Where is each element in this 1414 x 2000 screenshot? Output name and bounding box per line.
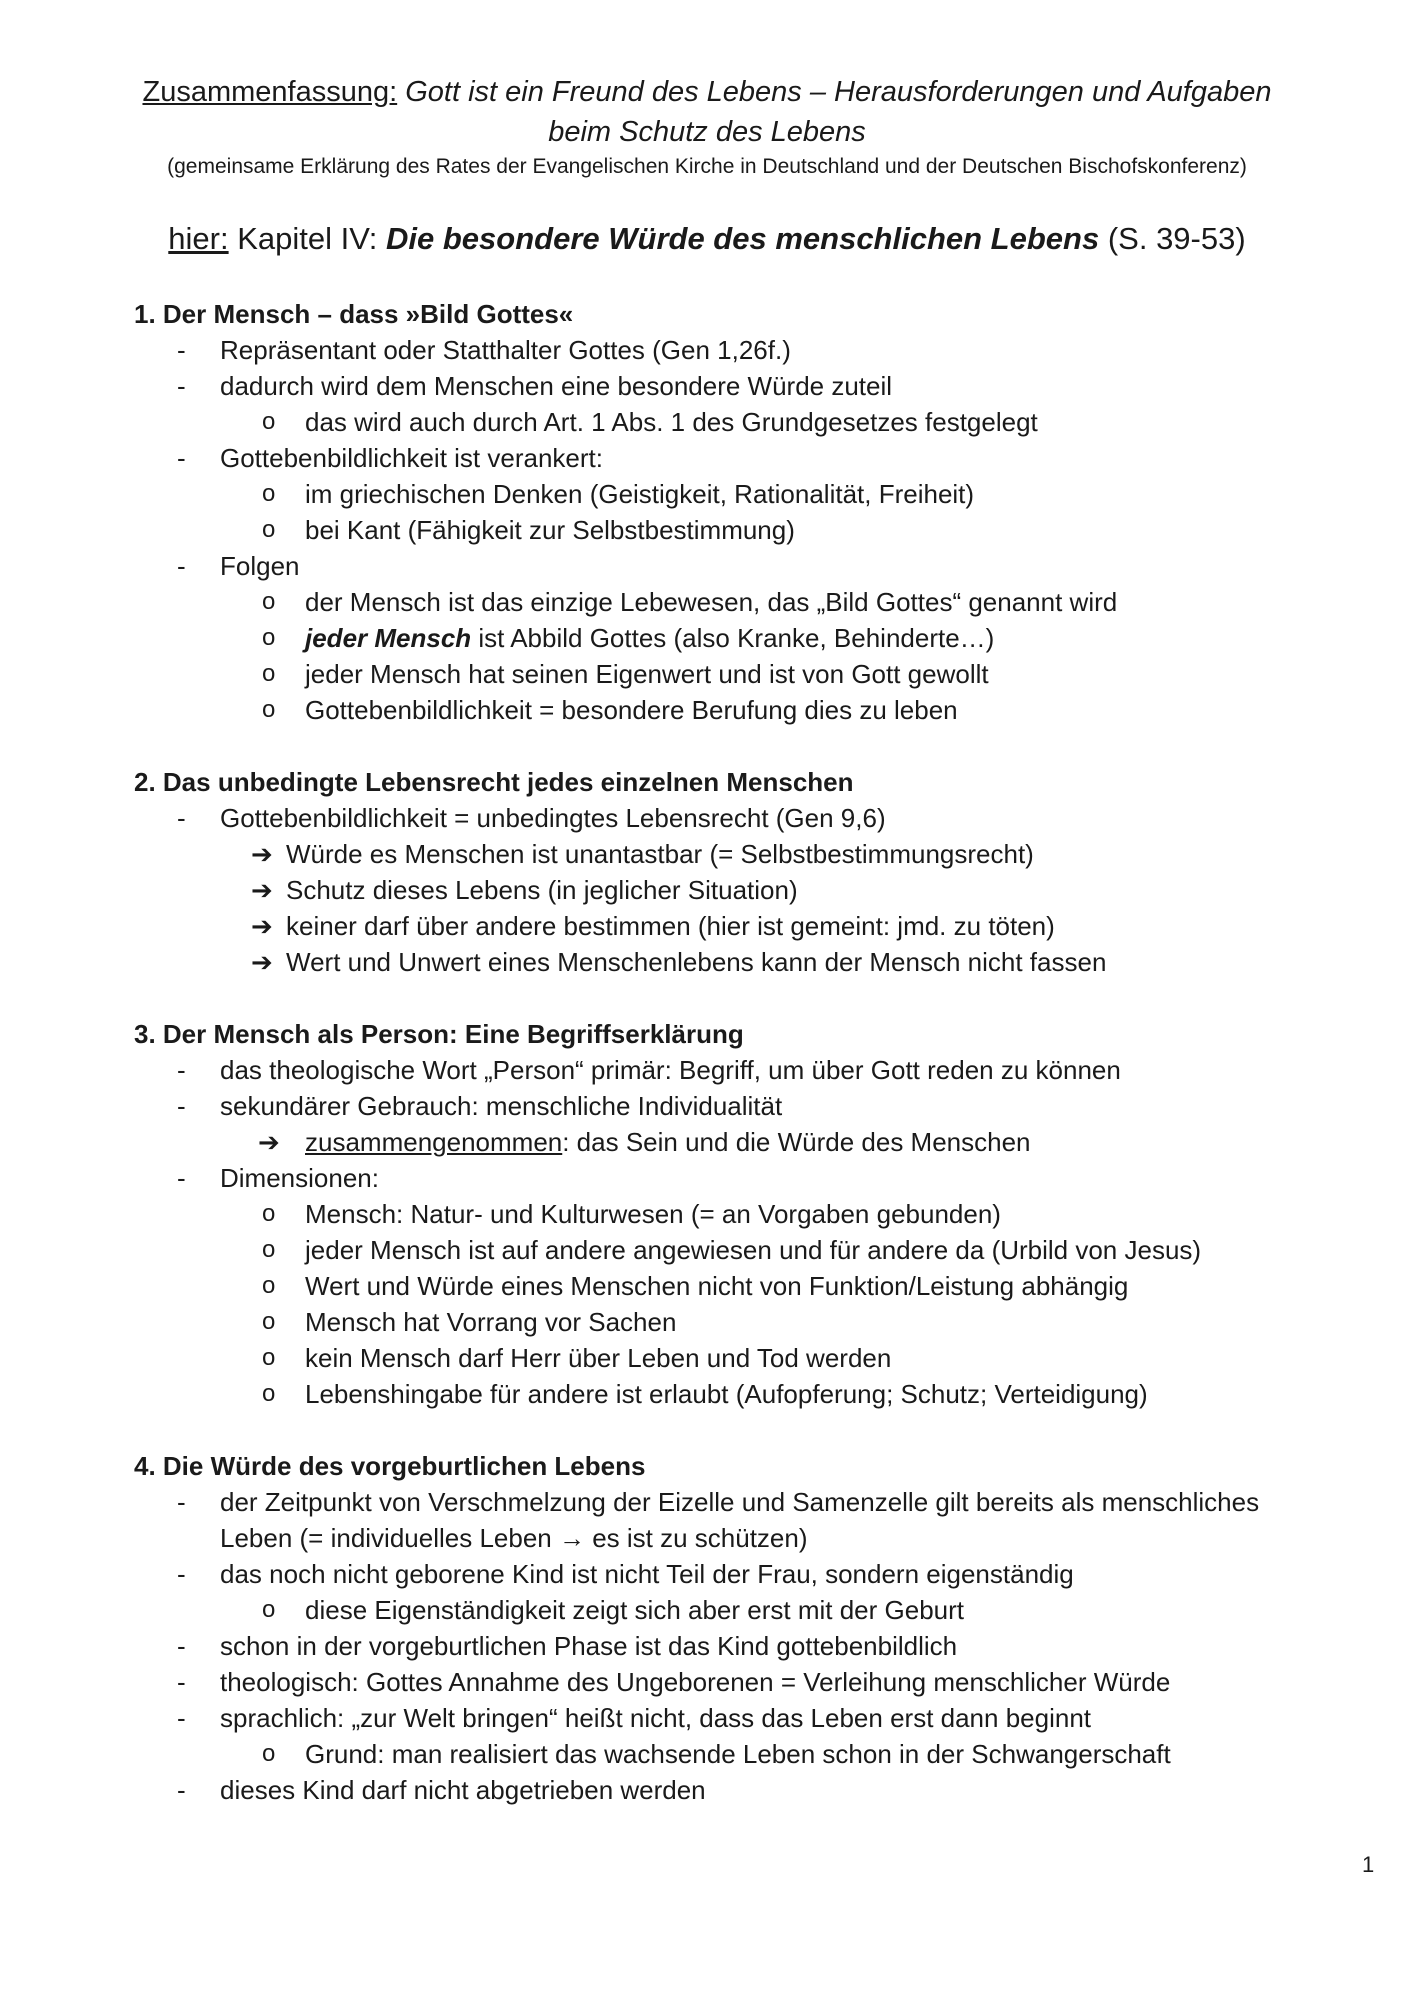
circle-bullet: o xyxy=(262,624,276,651)
dash-bullet: - xyxy=(177,335,186,365)
arrow-bullet: ➔ xyxy=(251,911,273,941)
dash-bullet: - xyxy=(177,551,186,581)
list-item-continuation: Leben (= individuelles Leben → es ist zu schützen) xyxy=(220,1523,808,1553)
chapter-line xyxy=(0,218,1414,260)
underlined-term: zusammengenommen xyxy=(305,1127,563,1157)
list-item: Schutz dieses Lebens (in jeglicher Situation) xyxy=(286,875,798,905)
list-item xyxy=(305,620,994,656)
dash-bullet: - xyxy=(177,1487,186,1517)
circle-bullet: o xyxy=(262,588,276,615)
list-item: das theologische Wort „Person“ primär: Begriff, um über Gott reden zu können xyxy=(220,1055,1121,1085)
circle-bullet: o xyxy=(262,1344,276,1371)
circle-bullet: o xyxy=(262,516,276,543)
circle-bullet: o xyxy=(262,696,276,723)
dash-bullet: - xyxy=(177,1631,186,1661)
circle-bullet: o xyxy=(262,1308,276,1335)
arrow-bullet: ➔ xyxy=(251,839,273,869)
dash-bullet: - xyxy=(177,1559,186,1589)
list-item: dadurch wird dem Menschen eine besondere Würde zuteil xyxy=(220,371,893,401)
list-item: jeder Mensch hat seinen Eigenwert und ist von Gott gewollt xyxy=(305,659,989,689)
list-item: Gottebenbildlichkeit = unbedingtes Lebensrecht (Gen 9,6) xyxy=(220,803,886,833)
list-item: Dimensionen: xyxy=(220,1163,379,1193)
title-line-1 xyxy=(0,72,1414,112)
list-item: Folgen xyxy=(220,551,300,581)
dash-bullet: - xyxy=(177,1091,186,1121)
dash-bullet: - xyxy=(177,1055,186,1085)
circle-bullet: o xyxy=(262,1380,276,1407)
circle-bullet: o xyxy=(262,660,276,687)
dash-bullet: - xyxy=(177,1775,186,1805)
page-number: 1 xyxy=(1362,1852,1375,1877)
list-item: Lebenshingabe für andere ist erlaubt (Aufopferung; Schutz; Verteidigung) xyxy=(305,1379,1148,1409)
circle-bullet: o xyxy=(262,1236,276,1263)
section-4-heading: 4. Die Würde des vorgeburtlichen Lebens xyxy=(134,1451,646,1481)
subtitle: (gemeinsame Erklärung des Rates der Evangelischen Kirche in Deutschland und der Deutschen Bischofskonferenz) xyxy=(167,155,1247,178)
section-3-heading: 3. Der Mensch als Person: Eine Begriffserklärung xyxy=(134,1019,744,1049)
list-item: Mensch hat Vorrang vor Sachen xyxy=(305,1307,677,1337)
circle-bullet: o xyxy=(262,1272,276,1299)
list-item-text: : das Sein und die Würde des Menschen xyxy=(562,1127,1031,1157)
dash-bullet: - xyxy=(177,803,186,833)
arrow-bullet: ➔ xyxy=(251,875,273,905)
list-item: sekundärer Gebrauch: menschliche Individualität xyxy=(220,1091,783,1121)
list-item: Gottebenbildlichkeit ist verankert: xyxy=(220,443,603,473)
list-item: Wert und Unwert eines Menschenlebens kann der Mensch nicht fassen xyxy=(286,947,1107,977)
emphasis-text: jeder Mensch xyxy=(305,623,472,653)
circle-bullet: o xyxy=(262,408,276,435)
list-item: Repräsentant oder Statthalter Gottes (Gen 1,26f.) xyxy=(220,335,791,365)
list-item: Würde es Menschen ist unantastbar (= Selbstbestimmungsrecht) xyxy=(286,839,1034,869)
dash-bullet: - xyxy=(177,1703,186,1733)
dash-bullet: - xyxy=(177,1163,186,1193)
circle-bullet: o xyxy=(262,1596,276,1623)
list-item: im griechischen Denken (Geistigkeit, Rationalität, Freiheit) xyxy=(305,479,975,509)
dash-bullet: - xyxy=(177,371,186,401)
chapter-prefix: hier: xyxy=(168,221,229,256)
dash-bullet: - xyxy=(177,1667,186,1697)
list-item: jeder Mensch ist auf andere angewiesen und für andere da (Urbild von Jesus) xyxy=(305,1235,1202,1265)
list-item: schon in der vorgeburtlichen Phase ist das Kind gottebenbildlich xyxy=(220,1631,958,1661)
circle-bullet: o xyxy=(262,1200,276,1227)
list-item: Wert und Würde eines Menschen nicht von Funktion/Leistung abhängig xyxy=(305,1271,1129,1301)
title-main: Gott ist ein Freund des Lebens – Herausforderungen und Aufgaben xyxy=(405,76,1272,108)
list-item-text: ist Abbild Gottes (also Kranke, Behinderte…) xyxy=(478,623,995,653)
list-item: kein Mensch darf Herr über Leben und Tod werden xyxy=(305,1343,892,1373)
arrow-bullet: ➔ xyxy=(258,1127,280,1157)
circle-bullet: o xyxy=(262,1740,276,1767)
section-1-heading: 1. Der Mensch – dass »Bild Gottes« xyxy=(134,299,574,329)
list-item: der Zeitpunkt von Verschmelzung der Eizelle und Samenzelle gilt bereits als menschliches xyxy=(220,1487,1260,1517)
list-item: Mensch: Natur- und Kulturwesen (= an Vorgaben gebunden) xyxy=(305,1199,1001,1229)
title-line-2: beim Schutz des Lebens xyxy=(548,116,866,148)
list-item: bei Kant (Fähigkeit zur Selbstbestimmung) xyxy=(305,515,795,545)
list-item: theologisch: Gottes Annahme des Ungeborenen = Verleihung menschlicher Würde xyxy=(220,1667,1171,1697)
list-item: der Mensch ist das einzige Lebewesen, das „Bild Gottes“ genannt wird xyxy=(305,587,1118,617)
list-item: Grund: man realisiert das wachsende Leben schon in der Schwangerschaft xyxy=(305,1739,1171,1769)
list-item: diese Eigenständigkeit zeigt sich aber erst mit der Geburt xyxy=(305,1595,965,1625)
list-item: das noch nicht geborene Kind ist nicht Teil der Frau, sondern eigenständig xyxy=(220,1559,1074,1589)
list-item: das wird auch durch Art. 1 Abs. 1 des Grundgesetzes festgelegt xyxy=(305,407,1038,437)
list-item: dieses Kind darf nicht abgetrieben werden xyxy=(220,1775,706,1805)
dash-bullet: - xyxy=(177,443,186,473)
list-item: sprachlich: „zur Welt bringen“ heißt nicht, dass das Leben erst dann beginnt xyxy=(220,1703,1091,1733)
chapter-pages: (S. 39-53) xyxy=(1107,221,1246,256)
list-item: Gottebenbildlichkeit = besondere Berufung dies zu leben xyxy=(305,695,958,725)
section-2-heading: 2. Das unbedingte Lebensrecht jedes einzelnen Menschen xyxy=(134,767,854,797)
circle-bullet: o xyxy=(262,480,276,507)
title-prefix: Zusammenfassung: xyxy=(142,76,398,108)
arrow-bullet: ➔ xyxy=(251,947,273,977)
list-item xyxy=(305,1124,1031,1160)
chapter-label: Kapitel IV: xyxy=(237,221,378,256)
chapter-title: Die besondere Würde des menschlichen Lebens xyxy=(386,221,1100,256)
list-item: keiner darf über andere bestimmen (hier ist gemeint: jmd. zu töten) xyxy=(286,911,1055,941)
